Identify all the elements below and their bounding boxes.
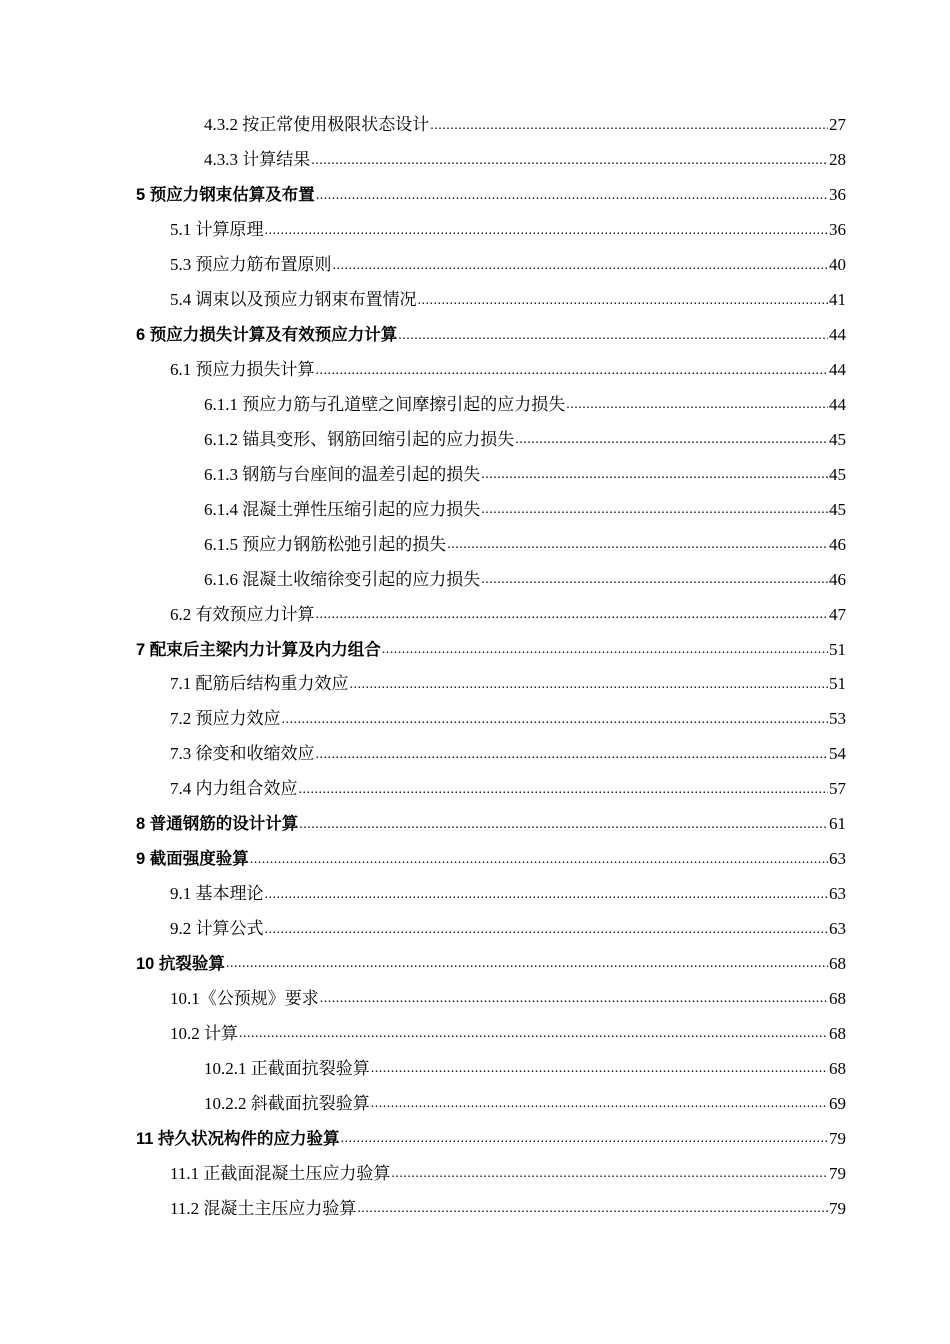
toc-entry-title: 7.4 内力组合效应: [170, 779, 298, 799]
toc-entry[interactable]: [0, 1121, 950, 1156]
toc-entry[interactable]: [0, 632, 950, 667]
toc-entry-title: 5.1 计算原理: [170, 220, 264, 240]
toc-dot-leader: [371, 1059, 828, 1086]
toc-dot-leader: [239, 1024, 828, 1051]
toc-dot-leader: [265, 920, 829, 947]
toc-entry-title: 6.1 预应力损失计算: [170, 360, 315, 380]
toc-dot-leader: [382, 640, 828, 667]
toc-entry[interactable]: [0, 1191, 950, 1226]
table-of-contents: [0, 108, 950, 1226]
toc-dot-leader: [391, 1164, 828, 1191]
toc-entry-page: 27: [829, 115, 846, 135]
toc-entry[interactable]: [0, 877, 950, 912]
toc-entry-title: 6.1.6 混凝土收缩徐变引起的应力损失: [204, 569, 481, 589]
toc-dot-leader: [311, 151, 828, 178]
toc-entry-page: 63: [829, 849, 846, 869]
toc-entry[interactable]: [0, 388, 950, 423]
toc-entry[interactable]: [0, 283, 950, 318]
toc-dot-leader: [357, 1199, 828, 1226]
toc-entry-page: 36: [829, 220, 846, 240]
toc-dot-leader: [299, 815, 828, 842]
toc-dot-leader: [481, 570, 828, 597]
toc-dot-leader: [316, 745, 829, 772]
toc-entry-title: 6 预应力损失计算及有效预应力计算: [136, 326, 398, 345]
toc-dot-leader: [418, 291, 829, 318]
toc-entry[interactable]: [0, 1051, 950, 1086]
toc-entry-page: 79: [829, 1128, 846, 1148]
toc-entry-title: 6.1.5 预应力钢筋松弛引起的损失: [204, 534, 447, 554]
toc-entry-title: 9.1 基本理论: [170, 884, 264, 904]
toc-dot-leader: [316, 605, 829, 632]
toc-entry-page: 47: [829, 604, 846, 624]
toc-entry-title: 8 普通钢筋的设计计算: [136, 815, 299, 834]
toc-entry[interactable]: [0, 318, 950, 353]
toc-dot-leader: [265, 221, 829, 248]
toc-dot-leader: [282, 710, 829, 737]
toc-entry-title: 6.1.4 混凝土弹性压缩引起的应力损失: [204, 499, 481, 519]
toc-entry-page: 51: [829, 639, 846, 659]
toc-entry-page: 53: [829, 709, 846, 729]
toc-entry-page: 68: [829, 988, 846, 1008]
toc-entry[interactable]: [0, 597, 950, 632]
toc-entry[interactable]: [0, 108, 950, 143]
toc-dot-leader: [341, 1129, 828, 1156]
toc-entry-title: 5.4 调束以及预应力钢束布置情况: [170, 290, 417, 310]
toc-entry[interactable]: [0, 842, 950, 877]
toc-entry-title: 11.2 混凝土主压应力验算: [170, 1198, 357, 1218]
toc-entry-title: 6.1.2 锚具变形、钢筋回缩引起的应力损失: [204, 429, 515, 449]
toc-entry-title: 10 抗裂验算: [136, 954, 225, 973]
toc-entry[interactable]: [0, 178, 950, 213]
toc-entry-page: 40: [829, 255, 846, 275]
toc-dot-leader: [515, 430, 828, 457]
toc-dot-leader: [430, 116, 828, 143]
toc-entry-page: 41: [829, 290, 846, 310]
toc-entry[interactable]: [0, 422, 950, 457]
toc-entry[interactable]: [0, 457, 950, 492]
toc-entry-title: 7.2 预应力效应: [170, 709, 281, 729]
toc-entry-title: 9 截面强度验算: [136, 850, 249, 869]
toc-entry-page: 68: [829, 953, 846, 973]
toc-entry-title: 6.1.1 预应力筋与孔道壁之间摩擦引起的应力损失: [204, 394, 566, 414]
toc-dot-leader: [320, 989, 828, 1016]
toc-entry[interactable]: [0, 947, 950, 982]
toc-entry-title: 5.3 预应力筋布置原则: [170, 255, 332, 275]
toc-entry-title: 10.2 计算: [170, 1023, 238, 1043]
toc-entry-page: 79: [829, 1163, 846, 1183]
toc-entry[interactable]: [0, 353, 950, 388]
toc-entry-page: 57: [829, 779, 846, 799]
toc-entry-title: 7.3 徐变和收缩效应: [170, 744, 315, 764]
toc-entry-page: 51: [829, 674, 846, 694]
toc-dot-leader: [447, 535, 828, 562]
toc-dot-leader: [350, 675, 829, 702]
toc-entry[interactable]: [0, 912, 950, 947]
toc-entry[interactable]: [0, 1016, 950, 1051]
toc-dot-leader: [250, 850, 828, 877]
toc-entry-page: 61: [829, 814, 846, 834]
toc-dot-leader: [316, 186, 828, 213]
toc-dot-leader: [371, 1094, 828, 1121]
toc-entry[interactable]: [0, 772, 950, 807]
toc-entry-page: 45: [829, 499, 846, 519]
toc-entry-page: 45: [829, 464, 846, 484]
toc-dot-leader: [316, 361, 829, 388]
toc-entry[interactable]: [0, 981, 950, 1016]
toc-entry-page: 45: [829, 429, 846, 449]
toc-entry-page: 68: [829, 1023, 846, 1043]
toc-dot-leader: [481, 500, 828, 527]
toc-dot-leader: [299, 780, 829, 807]
toc-entry-title: 9.2 计算公式: [170, 919, 264, 939]
toc-dot-leader: [481, 465, 828, 492]
toc-entry-page: 46: [829, 534, 846, 554]
toc-entry[interactable]: [0, 143, 950, 178]
toc-entry[interactable]: [0, 248, 950, 283]
toc-entry-page: 28: [829, 150, 846, 170]
toc-entry-title: 6.2 有效预应力计算: [170, 604, 315, 624]
toc-dot-leader: [226, 954, 828, 981]
toc-entry[interactable]: [0, 492, 950, 527]
toc-entry-title: 7 配束后主梁内力计算及内力组合: [136, 640, 381, 659]
toc-entry-page: 69: [829, 1093, 846, 1113]
toc-entry[interactable]: [0, 562, 950, 597]
toc-entry-title: 7.1 配筋后结构重力效应: [170, 674, 349, 694]
toc-entry-page: 46: [829, 569, 846, 589]
toc-entry[interactable]: [0, 667, 950, 702]
toc-entry-page: 44: [829, 394, 846, 414]
toc-entry[interactable]: [0, 702, 950, 737]
toc-entry-page: 54: [829, 744, 846, 764]
toc-entry-page: 63: [829, 884, 846, 904]
toc-entry-title: 11.1 正截面混凝土压应力验算: [170, 1163, 391, 1183]
toc-entry-title: 10.2.1 正截面抗裂验算: [204, 1058, 370, 1078]
toc-entry-title: 11 持久状况构件的应力验算: [136, 1129, 340, 1148]
toc-entry-page: 79: [829, 1198, 846, 1218]
toc-entry[interactable]: [0, 527, 950, 562]
toc-dot-leader: [333, 256, 829, 283]
toc-entry-page: 68: [829, 1058, 846, 1078]
toc-dot-leader: [265, 885, 829, 912]
toc-entry[interactable]: [0, 807, 950, 842]
toc-entry-title: 6.1.3 钢筋与台座间的温差引起的损失: [204, 464, 481, 484]
toc-entry-title: 4.3.3 计算结果: [204, 150, 311, 170]
toc-entry[interactable]: [0, 737, 950, 772]
toc-entry[interactable]: [0, 1156, 950, 1191]
toc-entry-title: 4.3.2 按正常使用极限状态设计: [204, 115, 430, 135]
toc-entry-page: 36: [829, 185, 846, 205]
toc-entry-title: 10.2.2 斜截面抗裂验算: [204, 1093, 370, 1113]
toc-dot-leader: [398, 326, 828, 353]
toc-entry-page: 44: [829, 325, 846, 345]
toc-dot-leader: [566, 395, 828, 422]
toc-entry-title: 5 预应力钢束估算及布置: [136, 186, 315, 205]
toc-entry[interactable]: [0, 213, 950, 248]
toc-entry-title: 10.1《公预规》要求: [170, 988, 319, 1008]
toc-entry[interactable]: [0, 1086, 950, 1121]
toc-entry-page: 44: [829, 360, 846, 380]
toc-entry-page: 63: [829, 919, 846, 939]
